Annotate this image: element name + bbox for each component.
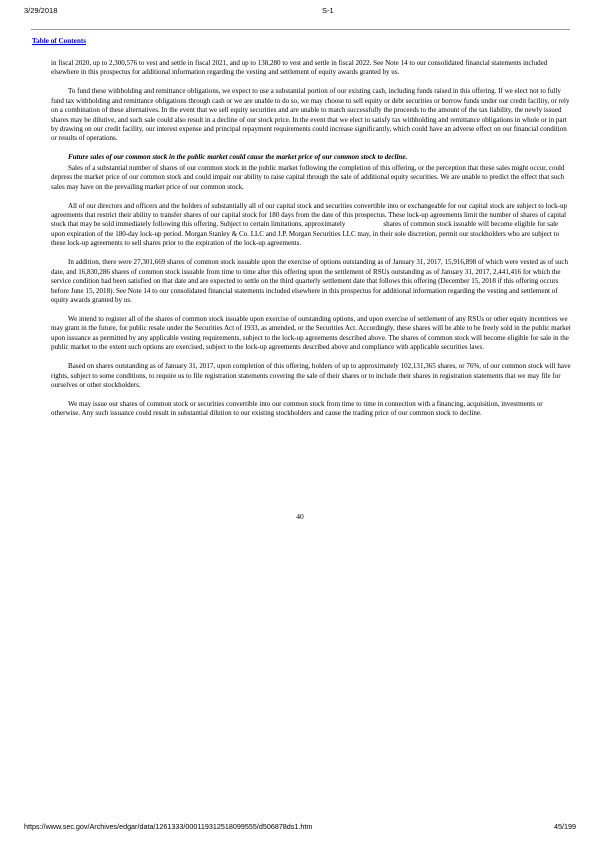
lock-up-text-after: shares of common stock issuable will become eligible for sale upon expiration of the 180-day lock-up period. Morgan Stanley & Co. LLC and J.P. Morgan Securities LLC may, in their sole discretion, permit our stockholders who are subject to these lock-up agreements to sell shares prior to the expiration of the lock-up agreements.	[51, 220, 560, 248]
paragraph-options-rsus: In addition, there were 27,301,669 shares of common stock issuable upon the exercise of options outstanding as of January 31, 2017, 15,916,898 of which were vested as of such date, and 16,830,286 shares of common stock issuable from time to time after this offering upon the settlement of RSUs outstanding as of January 31, 2017, 2,441,416 for which the service condition had been satisfied on that date and are expected to settle on the third quarterly settlement date that follows this offering (December 15, 2018 if this offering occurs before June 15, 2018). See Note 14 to our consolidated financial statements included elsewhere in this prospectus for additional information regarding the vesting and settlement of equity awards granted by us.	[51, 258, 569, 304]
header-divider	[31, 29, 570, 30]
paragraph-future-sales: Sales of a substantial number of shares of our common stock in the public market following the completion of this offering, or the perception that these sales might occur, could depress the market price of our common stock and could impair our ability to raise capital through the sale of additional equity securities. We are unable to predict the effect that such sales may have on the prevailing market price of our common stock.	[51, 163, 565, 191]
paragraph-lock-up	[51, 202, 571, 249]
paragraph-withholding-funding: To fund these withholding and remittance obligations, we expect to use a substantial portion of our existing cash, including funds raised in this offering. If we elect not to fully fund tax withholding and remittance obligations through cash or we are unable to do so, we may choose to sell equity or debt securities or borrow funds under our credit facility, or rely on a combination of these alternatives. In the event that we sell equity securities and are unable to match successfully the proceeds to the amount of the tax liability, the newly issued shares may be dilutive, and such sale could also result in a decline of our stock price. In the event that we elect to satisfy tax withholding and remittance obligations in whole or in part by drawing on our credit facility, our interest expense and principal repayment requirements could increase significantly, which could have an adverse effect on our financial condition or results of operations.	[51, 87, 570, 143]
document-body	[51, 59, 571, 428]
print-title: S-1	[322, 6, 334, 15]
risk-factor-heading: Future sales of our common stock in the public market could cause the market price of our common stock to decline.	[68, 153, 408, 162]
table-of-contents-link[interactable]: Table of Contents	[32, 37, 87, 45]
print-header	[24, 6, 576, 16]
print-date: 3/29/2018	[24, 6, 58, 15]
source-url: https://www.sec.gov/Archives/edgar/data/1261333/000119312518099555/d506878ds1.htm	[24, 822, 313, 831]
page-number: 40	[296, 512, 304, 521]
paragraph-registration: We intend to register all of the shares of common stock issuable upon exercise of outstanding options, and upon exercise of settlement of any RSUs or other equity incentives we may grant in the future, for public resale under the Securities Act of 1933, as amended, or the Securities Act. Accordingly, these shares will be able to be freely sold in the public market upon issuance as permitted by any applicable vesting requirements, subject to the lock-up agreements described above. The shares of common stock will become eligible for sale in the public market to the extent such options are exercised, subject to the lock-up agreements described above and compliance with applicable securities laws.	[51, 314, 571, 352]
paragraph-registration-rights: Based on shares outstanding as of January 31, 2017, upon completion of this offering, holders of up to approximately 102,131,365 shares, or 76%, of our common stock will have rights, subject to some conditions, to require us to file registration statements covering the sale of their shares or to include their shares in registration statements that we may file for ourselves or other stockholders.	[51, 362, 571, 389]
lock-up-text-before: All of our directors and officers and the holders of substantially all of our capital stock and securities convertible into or exchangeable for our capital stock are subject to lock-up agreements that restrict their ability to transfer shares of our capital stock for 180 days from the date of this prospectus. These lock-up agreements limit the number of shares of capital stock that may be sold immediately following this offering. Subject to certain limitations, approximately	[51, 201, 568, 229]
print-footer	[24, 822, 576, 832]
paragraph-dilution: We may issue our shares of common stock or securities convertible into our common stock from time to time in connection with a financing, acquisition, investments or otherwise. Any such issuance could result in substantial dilution to our existing stockholders and cause the trading price of our common stock to decline.	[51, 399, 543, 418]
print-page-count: 45/199	[554, 822, 576, 831]
paragraph-continuation: in fiscal 2020, up to 2,300,576 to vest and settle in fiscal 2021, and up to 138,280 to vest and settle in fiscal 2022. See Note 14 to our consolidated financial statements included elsewhere in this prospectus for additional information regarding the vesting and settlement of equity awards granted by us.	[51, 59, 548, 77]
